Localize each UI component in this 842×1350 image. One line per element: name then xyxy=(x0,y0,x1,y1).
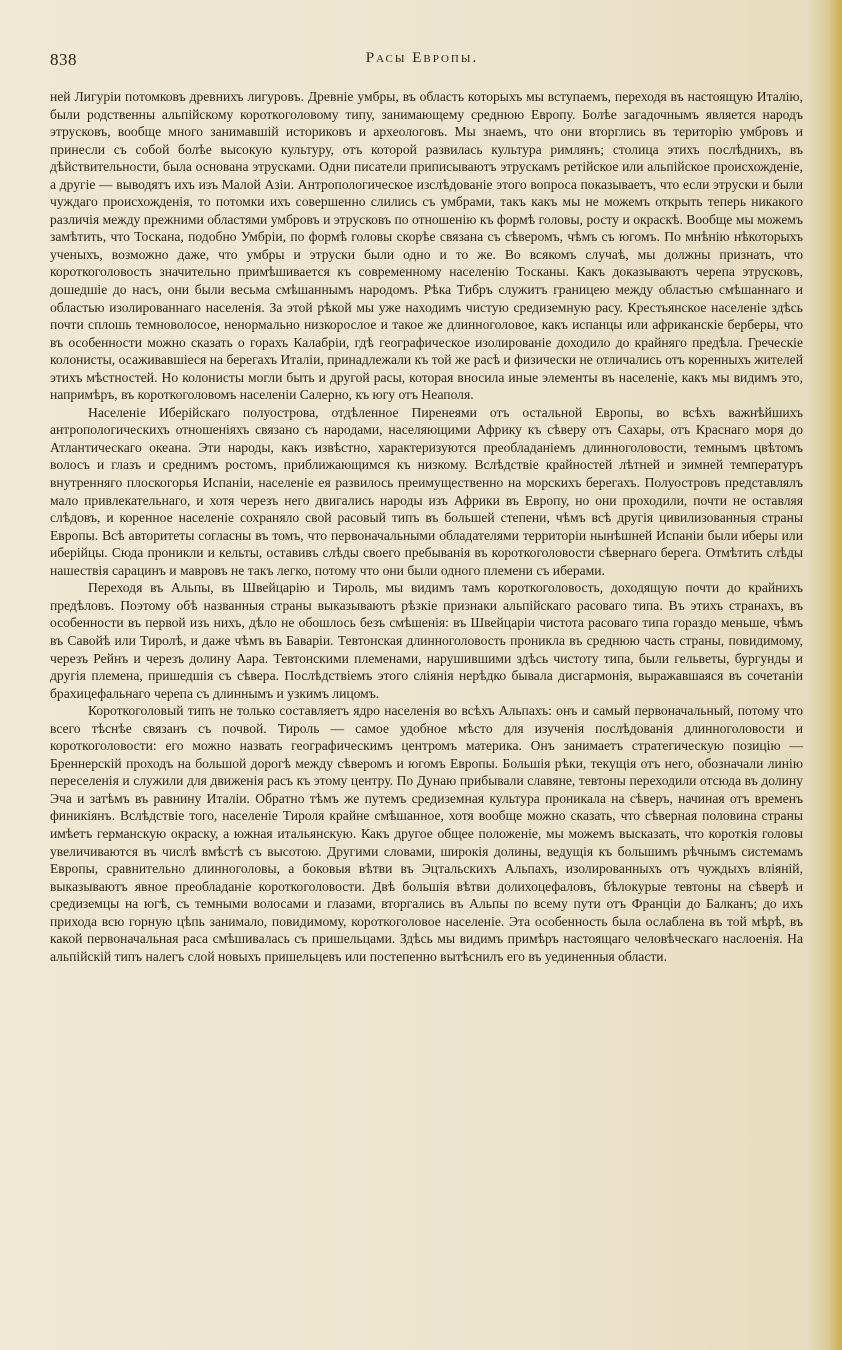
body-text xyxy=(50,88,803,965)
page-header xyxy=(50,46,794,76)
paragraph: ней Лигуріи потомковъ древнихъ лигуровъ. Древніе умбры, въ область которыхъ мы вступаемъ, переходя въ настоящую Италію, были родственны альпійскому короткоголовому типу, занимающему среднюю Европу. Болѣе загадочнымъ является народъ этрусковъ, вообще много занимавшій историковъ и археологовъ. Мы знаемъ, что они вторглись въ територію умбровъ и принесли съ собой болѣе высокую культуру, отъ которой развилась культура римлянъ; столица этихъ послѣднихъ, въ дѣйствительности, была основана этрусками. Одни писатели приписываютъ этрускамъ ретійское или альпійское происхожденіе, а другіе — выводятъ ихъ изъ Малой Азіи. Антропологическое изслѣдованіе этого вопроса показываетъ, что если этруски и были чуждаго происхожденія, то потомки ихъ совершенно слились съ умбрами, такъ какъ мы не можемъ открыть теперь никакого различія между прежними областями умбровъ и этрусковъ по отношенію къ формѣ головы, росту и окраскѣ. Вообще мы можемъ замѣтить, что Тоскана, подобно Умбріи, по формѣ головы скорѣе связана съ сѣверомъ, чѣмъ съ югомъ. По мнѣнію нѣкоторыхъ ученыхъ, возможно даже, что умбры и этруски были одно и то же. Во всякомъ случаѣ, мы должны признать, что короткоголовость значительно примѣшивается къ современному населенію Тосканы. Какъ доказываютъ черепа этрусковъ, дошедшіе до насъ, они были весьма смѣшаннымъ народомъ. Рѣка Тибръ служитъ границею между областью смѣшаннаго и областью изолированнаго населенія. За этой рѣкой мы уже находимъ чистую средиземную расу. Крестьянское населеніе здѣсь почти сплошь темноволосое, ненормально низкорослое и такое же длинноголовое, какъ испанцы или африканскіе берберы, что въ особенности можно сказать о горахъ Калабріи, гдѣ географическое изолированіе доходило до крайняго предѣла. Греческіе колонисты, осаживавшіеся на берегахъ Италіи, принадлежали къ той же расѣ и физически не отличались отъ коренныхъ жителей этихъ мѣстностей. Но колонисты могли быть и другой расы, которая вносила иные элементы въ населеніе, какъ мы видимъ это, напримѣръ, въ короткоголовомъ населеніи Салерно, къ югу отъ Неаполя. xyxy=(50,89,803,403)
paragraph: Населеніе Иберійскаго полуострова, отдѣленное Пиренеями отъ остальной Европы, во всѣхъ важнѣйшихъ антропологическихъ отношеніяхъ связано съ народами, населяющими Африку къ сѣверу отъ Сахары, отъ Краснаго моря до Атлантическаго океана. Эти народы, какъ извѣстно, характеризуются преобладаніемъ длинноголовости, темнымъ цвѣтомъ волосъ и глазъ и среднимъ ростомъ, приближающимся къ низкому. Вслѣдствіе крайностей лѣтней и зимней температуръ внутренняго плоскогорья Испаніи, населеніе ея развилось преимущественно на морскихъ берегахъ. Полуостровъ представлялъ мало привлекательнаго, и хотя черезъ него двигались народы изъ Африки въ Европу, но они проходили, почти не оставляя слѣдовъ, и коренное населеніе сохраняло свой расовый типъ въ большей степени, чѣмъ всѣ другія цивилизованныя страны Европы. Всѣ авторитеты согласны въ томъ, что первоначальными обладателями территоріи нынѣшней Испаніи были иберы или иберійцы. Сюда проникли и кельты, оставивъ слѣды своего пребыванія въ короткоголовости сѣвернаго берега. Отмѣтить слѣды нашествія сарацинъ и мавровъ не такъ легко, потому что они были одного племени съ иберами. xyxy=(50,404,803,578)
running-title: Расы Европы. xyxy=(365,50,479,66)
paragraph: Короткоголовый типъ не только составляетъ ядро населенія во всѣхъ Альпахъ: онъ и самый первоначальный, потому что всего тѣснѣе связанъ съ почвой. Тироль — самое удобное мѣсто для изученія послѣдованія длинноголовости и короткоголовости: его можно назвать географическимъ центромъ материка. Онъ занимаетъ стратегическую позицію — Бреннерскій проходъ на большой дорогѣ между сѣверомъ и югомъ Европы. Большія рѣки, текущія отъ него, обозначали линію переселенія и служили для движенія расъ къ этому центру. По Дунаю прибывали славяне, тевтоны переходили отсюда въ долину Эча и затѣмъ въ равнину Италіи. Обратно тѣмъ же путемъ средиземная культура проникала на сѣверъ, начиная отъ временъ финикіянъ. Вслѣдствіе того, населеніе Тироля крайне смѣшанное, хотя вообще можно сказать, что сѣверная половина страны имѣетъ германскую окраску, а южная итальянскую. Какъ другое общее положеніе, мы можемъ высказать, что короткія головы увеличиваются въ числѣ вмѣстѣ съ высотою. Другими словами, широкія долины, ведущія къ большимъ рѣчнымъ системамъ Европы, сравнительно длинноголовы, а боковыя вѣтви въ Эцтальскихъ Альпахъ, изолированныхъ отъ чуждыхъ вліяній, выказываютъ явное преобладаніе короткоголовости. Двѣ большія вѣтви долихоцефаловъ, бѣлокурые тевтоны на сѣверѣ и средиземцы на югѣ, съ темными волосами и глазами, вторгались въ Альпы по всему пути отъ Франціи до Балканъ; до ихъ прихода всю горную цѣпь занимало, повидимому, короткоголовое населеніе. Эта особенность была ослаблена въ той мѣрѣ, въ какой первоначальная раса смѣшивалась съ пришельцами. Здѣсь мы видимъ примѣръ настоящаго человѣческаго наслоенія. На альпійскій типъ налегъ слой новыхъ пришельцевъ или постепенно вытѣснилъ его въ уединенныя области. xyxy=(50,703,803,964)
page-number: 838 xyxy=(50,50,77,69)
paragraph: Переходя въ Альпы, въ Швейцарію и Тироль, мы видимъ тамъ короткоголовость, доходящую почти до крайнихъ предѣловъ. Поэтому обѣ названныя страны выказываютъ рѣзкіе признаки альпійскаго расоваго типа. Въ этихъ странахъ, въ особенности въ первой изъ нихъ, дѣло не обошлось безъ смѣшенія: въ Швейцаріи чистота расоваго типа гораздо меньше, чѣмъ въ Савойѣ или Тиролѣ, и даже чѣмъ въ Баваріи. Тевтонская длинноголовость проникла въ среднюю часть страны, повидимому, черезъ Рейнъ и черезъ долину Аара. Тевтонскими племенами, нарушившими здѣсь чистоту типа, были гельветы, бургунды и другія племена, пришедшія съ сѣвера. Послѣдствіемъ этого слiянія нерѣдко бывала дисгармонія, выражавшаяся въ сочетаніи брахицефальнаго черепа съ длиннымъ и узкимъ лицомъ. xyxy=(50,580,803,701)
